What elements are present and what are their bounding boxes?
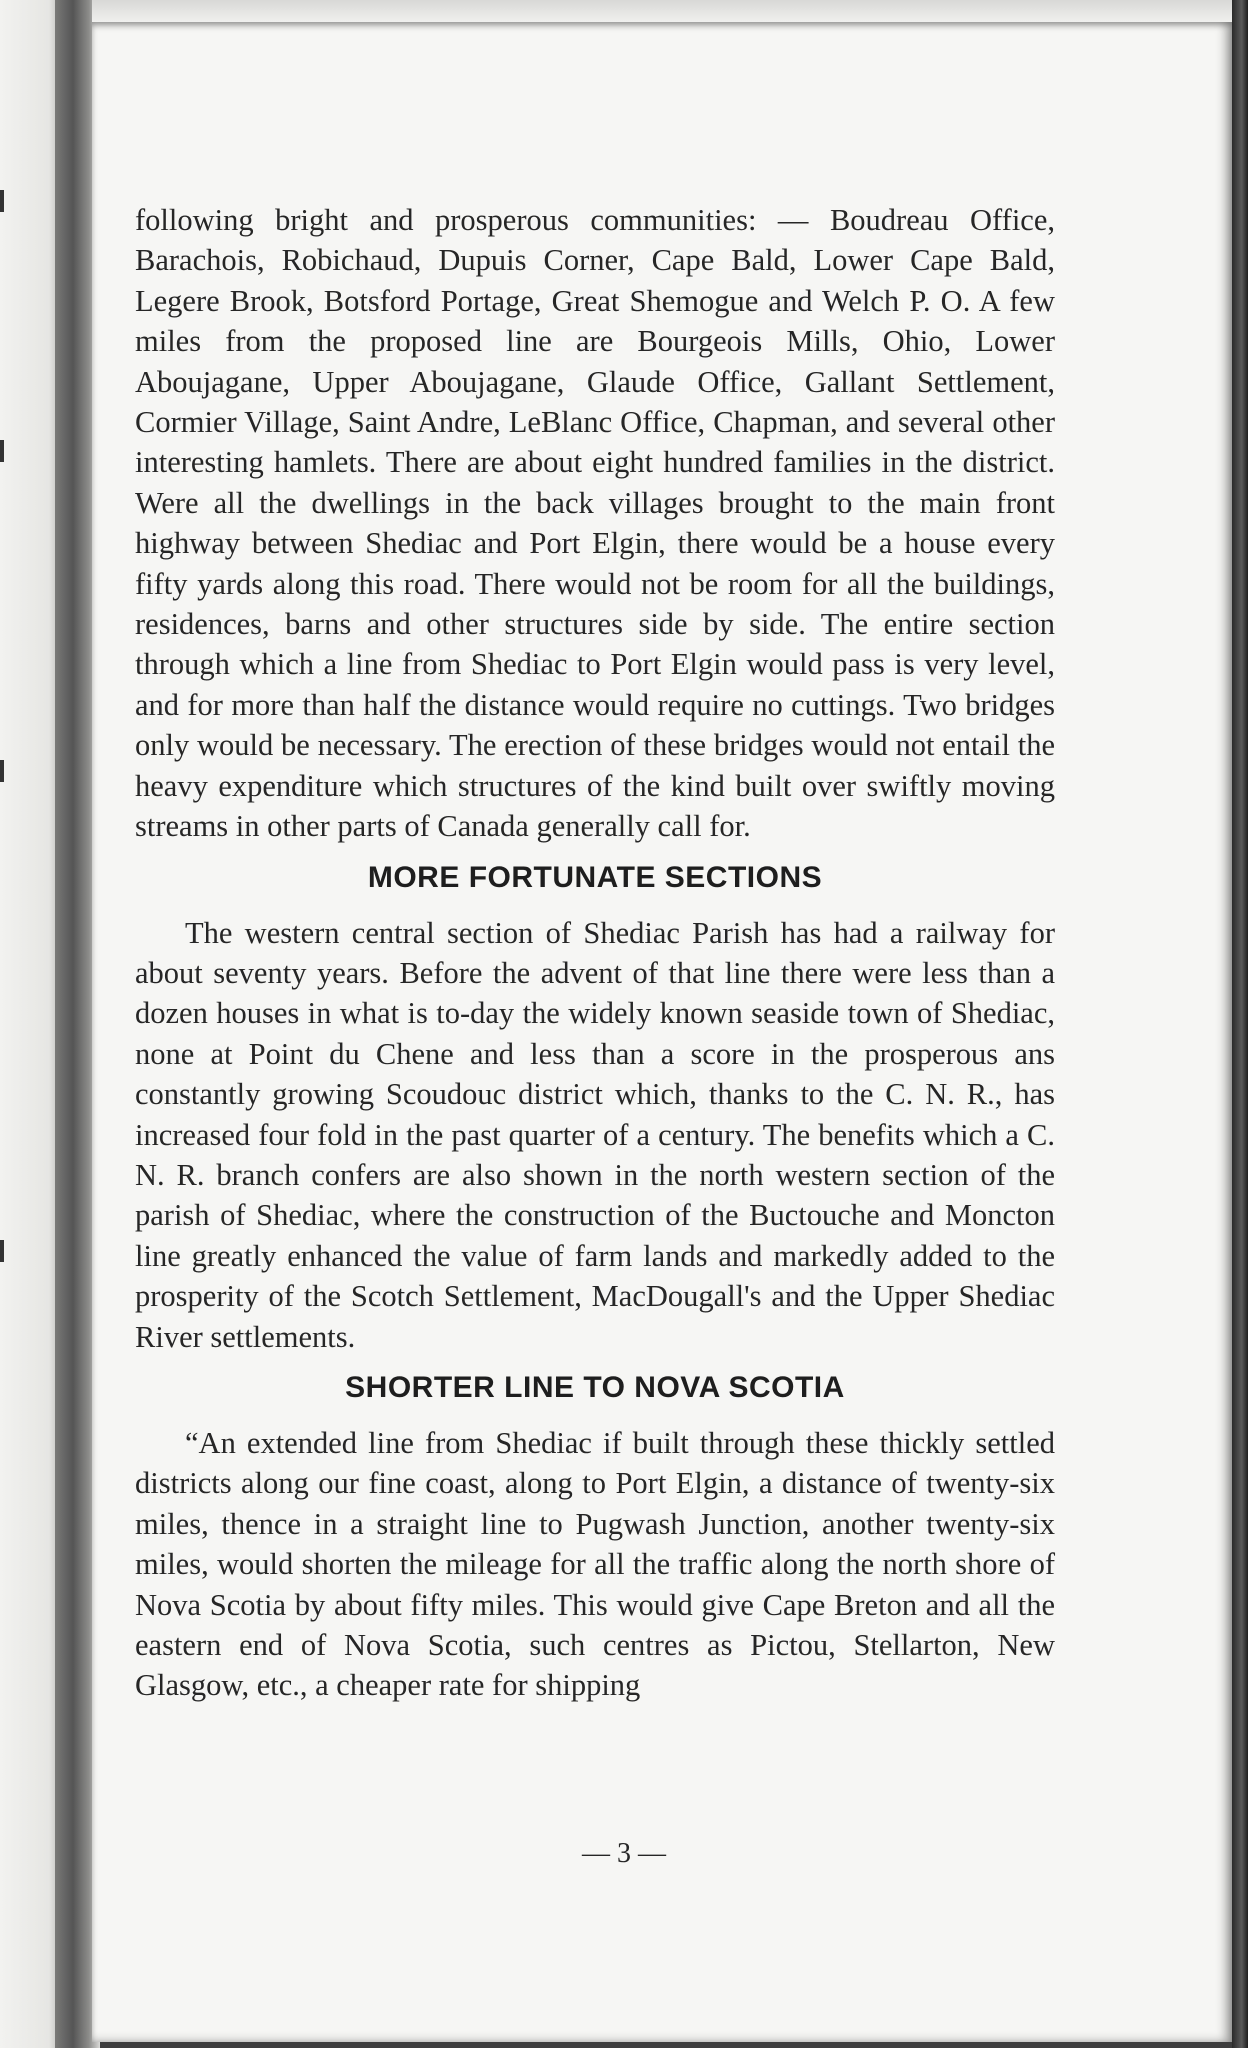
body-paragraph: “An extended line from Shediac if built through these thickly settled districts along our fine coast, along to Port Elgin, a distance of twenty-six miles, thence in a straight line to Pugwash Junction, another twenty-six miles, would shorten the mileage for all the traffic along the north shore of Nova Scotia by about fifty miles. This would give Cape Breton and all the eastern end of Nova Scotia, such centres as Pictou, Stellarton, New Glasgow, etc., a cheaper rate for shipping	[135, 1425, 1055, 1703]
page-body	[135, 200, 1055, 1706]
section-heading: SHORTER LINE TO NOVA SCOTIA	[345, 1370, 845, 1404]
page-edge-mark	[0, 440, 4, 462]
page-edge-mark	[0, 1240, 4, 1262]
page-number: — 3 —	[582, 1838, 666, 1869]
page-top-edge	[92, 0, 1232, 22]
section-heading: MORE FORTUNATE SECTIONS	[367, 860, 823, 894]
page-right-edge	[1232, 0, 1248, 2048]
body-paragraph: following bright and prosperous communities: — Boudreau Office, Barachois, Robichaud, Dupuis Corner, Cape Bald, Lower Cape Bald, Legere Brook, Botsford Portage, Great Shemogue and Welch P. O. A few miles from the proposed line are Bourgeois Mills, Ohio, Lower Aboujagane, Upper Aboujagane, Glaude Office, Gallant Settlement, Cormier Village, Saint Andre, LeBlanc Office, Chapman, and several other interesting hamlets. There are about eight hundred families in the district. Were all the dwellings in the back villages brought to the main front highway between Shediac and Port Elgin, there would be a house every fifty yards along this road. There would not be room for all the buildings, residences, barns and other structures side by side. The entire section through which a line from Shediac to Port Elgin would pass is very level, and for more than half the distance would require no cuttings. Two bridges only would be necessary. The erection of these bridges would not entail the heavy expenditure which structures of the kind built over swiftly moving streams in other parts of Canada generally call for.	[135, 203, 1055, 844]
page-edge-mark	[0, 190, 4, 212]
body-paragraph: The western central section of Shediac Parish has had a railway for about seventy years. Before the advent of that line there were less than a dozen houses in what is to-day the widely known seaside town of Shediac, none at Point du Chene and less than a score in the prosperous ans constantly growing Scoudouc district which, thanks to the C. N. R., has increased four fold in the past quarter of a century. The benefits which a C. N. R. branch confers are also shown in the north western section of the parish of Shediac, where the construction of the Buctouche and Moncton line greatly enhanced the value of farm lands and markedly added to the prosperity of the Scotch Settlement, MacDougall's and the Upper Shediac River settlements.	[135, 915, 1055, 1354]
page-edge-mark	[0, 760, 4, 782]
